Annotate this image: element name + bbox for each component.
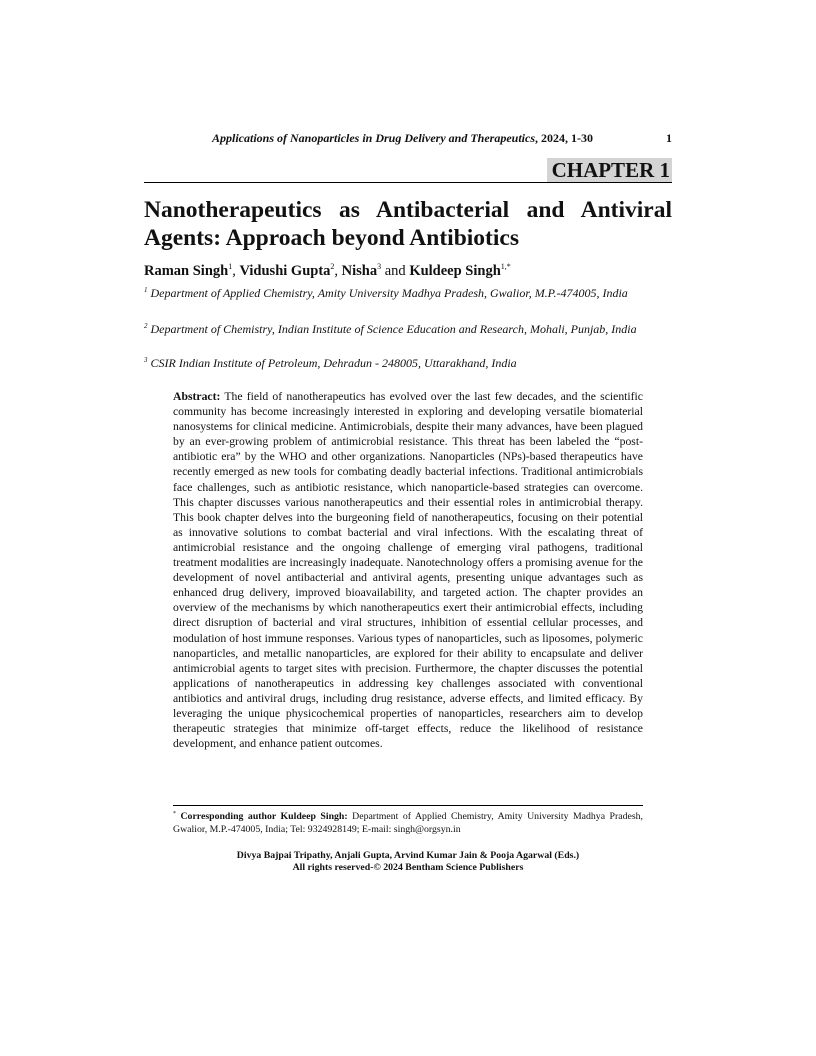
affiliation-text: Department of Applied Chemistry, Amity University Madhya Pradesh, Gwalior, M.P.-474005, India <box>150 286 628 300</box>
abstract <box>173 389 643 751</box>
footnote-marker: * <box>173 811 176 817</box>
chapter-label: CHAPTER 1 <box>547 158 672 182</box>
author-affiliation-marker: 2 <box>330 262 335 271</box>
author-name: Vidushi Gupta <box>239 263 331 279</box>
author-name: Kuldeep Singh <box>409 263 501 279</box>
affiliation <box>144 285 672 301</box>
affiliation-marker: 3 <box>144 356 148 364</box>
affiliation-text: Department of Chemistry, Indian Institute of Science Education and Research, Mohali, Punjab, India <box>150 322 637 336</box>
author-affiliation-marker: 1 <box>228 262 233 271</box>
chapter-rule <box>144 182 672 183</box>
affiliation <box>144 321 672 337</box>
author-conjunction: and <box>381 263 410 279</box>
footnote-text: Department of Applied Chemistry, Amity University Madhya Pradesh, Gwalior, M.P.-474005, India; Tel: 9324928149; E-mail: singh@orgsyn.in <box>173 811 644 835</box>
chapter-title: Nanotherapeutics as Antibacterial and Antiviral Agents: Approach beyond Antibiotics <box>144 197 672 251</box>
footnote-label: Corresponding author Kuldeep Singh: <box>180 811 348 822</box>
author-separator: , <box>334 263 342 279</box>
author-affiliation-marker: 1,* <box>500 262 511 271</box>
author-list <box>144 261 672 281</box>
affiliation-text: CSIR Indian Institute of Petroleum, Dehradun - 248005, Uttarakhand, India <box>150 356 517 370</box>
author-affiliation-marker: 3 <box>377 262 382 271</box>
footnote-rule <box>173 805 643 806</box>
abstract-label: Abstract: <box>173 390 221 403</box>
author-name: Raman Singh <box>144 263 229 279</box>
editors-line: Divya Bajpai Tripathy, Anjali Gupta, Arvind Kumar Jain & Pooja Agarwal (Eds.) <box>236 850 580 861</box>
page-number: 1 <box>666 131 672 145</box>
book-title: Applications of Nanoparticles in Drug Delivery and Therapeutics, 2024, 1-30 <box>212 131 594 145</box>
affiliation-marker: 2 <box>144 322 148 330</box>
affiliation <box>144 355 672 371</box>
rights-line: All rights reserved-© 2024 Bentham Science Publishers <box>292 862 524 873</box>
affiliation-marker: 1 <box>144 286 148 294</box>
author-separator: , <box>232 263 240 279</box>
abstract-text: The field of nanotherapeutics has evolved over the last few decades, and the scientific community has become increasingly interested in exploring and developing versatile biomaterial nanosystems for clinical medicine. Antimicrobials, despite their many advances, have been plagued by an ever-growing problem of antimicrobial resistance. This threat has been labeled the “post-antibiotic era” by the WHO and other organizations. Nanoparticles (NPs)-based therapeutics have recently emerged as new tools for combating deadly bacterial infections. Traditional antimicrobials face challenges, such as antibiotic resistance, which nanoparticle-based strategies can overcome. This chapter discusses various nanotherapeutics and their essential roles in antimicrobial therapy. This book chapter delves into the burgeoning field of nanotherapeutics, focusing on their potential as innovative solutions to combat bacterial and viral infections. With the escalating threat of antimicrobial resistance and the ongoing challenge of emerging viral pathogens, traditional treatment modalities are increasingly inadequate. Nanotechnology offers a promising avenue for the development of novel antibacterial and antiviral agents, presenting unique advantages such as enhanced drug delivery, improved bioavailability, and targeted action. The chapter provides an overview of the mechanisms by which nanotherapeutics exert their antimicrobial effects, including direct disruption of bacterial and viral structures, inhibition of essential cellular processes, and modulation of host immune responses. Various types of nanoparticles, such as liposomes, polymeric nanoparticles, and metallic nanoparticles, are explored for their ability to encapsulate and deliver antimicrobial agents to target sites with precision. Furthermore, the chapter discusses the potential applications of nanotherapeutics in addressing key challenges associated with conventional antibiotics and antiviral drugs, including drug resistance, adverse effects, and limited efficacy. By leveraging the unique physicochemical properties of nanoparticles, researchers aim to develop therapeutic strategies that minimize off-target effects, reduce the likelihood of resistance development, and enhance patient outcomes. <box>173 390 643 751</box>
corresponding-author-footnote <box>173 810 643 836</box>
publisher-block <box>144 850 672 874</box>
author-name: Nisha <box>341 263 378 279</box>
